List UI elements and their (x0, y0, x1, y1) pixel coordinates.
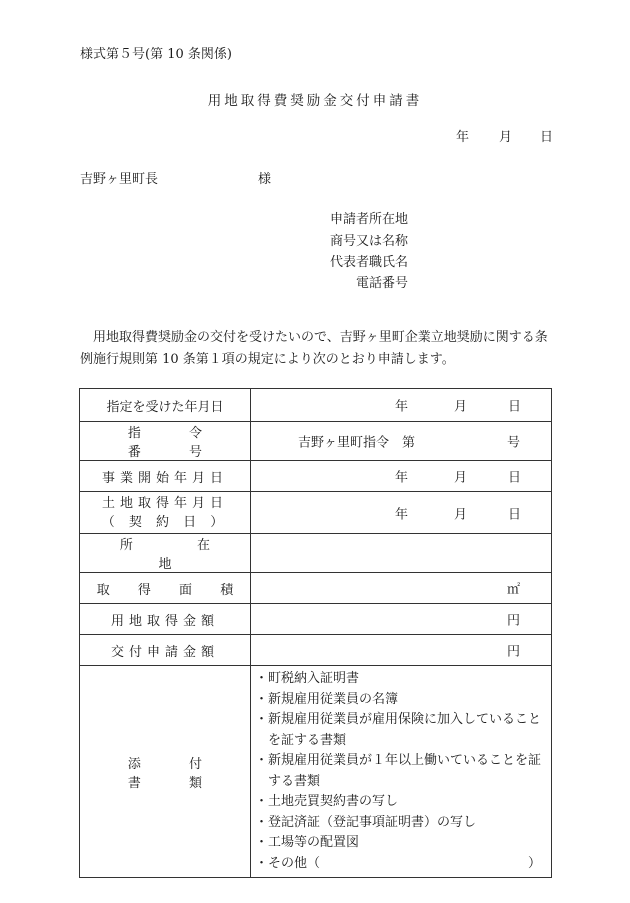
attachments-field (251, 666, 552, 878)
attachment-item: ・新規雇用従業員が１年以上働いていることを証する書類 (255, 753, 542, 789)
attachments-label: 添 付 書 類 (80, 666, 251, 878)
date-year-label: 年 (456, 130, 470, 145)
directive-suffix: 号 (507, 435, 521, 451)
attachment-item: ・新規雇用従業員の名簿 (255, 691, 399, 707)
addressee-honorific: 様 (258, 172, 272, 187)
business-start-year: 年 (395, 470, 409, 486)
area-label: 取 得 面 積 (80, 573, 251, 604)
land-amount-field[interactable] (251, 604, 552, 635)
directive-number-field[interactable] (251, 422, 552, 461)
business-start-month: 月 (454, 470, 468, 486)
land-acquisition-label-sub: （ 契 約 日 ） (101, 514, 229, 530)
attachment-item: ・登記済証（登記事項証明書）の写し (255, 814, 477, 830)
land-amount-unit: 円 (507, 613, 521, 629)
attachment-item: ・新規雇用従業員が雇用保険に加入していることを証する書類 (255, 712, 542, 748)
attachment-item: ・土地売買契約書の写し (255, 794, 399, 809)
attachment-other-label: ・その他（ (255, 855, 321, 871)
land-acquisition-label-main: 土地取得年月日 (101, 495, 228, 511)
row-business-start (80, 461, 552, 492)
designation-year: 年 (395, 399, 409, 415)
row-directive-number (80, 422, 552, 461)
application-table (79, 388, 552, 878)
business-start-field[interactable] (251, 461, 552, 492)
date-month-label: 月 (499, 130, 513, 145)
business-start-label: 事業開始年月日 (80, 461, 251, 492)
area-field[interactable] (251, 573, 552, 604)
row-area (80, 573, 552, 604)
attachment-item: ・工場等の配置図 (255, 835, 360, 850)
grant-amount-field[interactable] (251, 635, 552, 666)
directive-prefix: 吉野ヶ里町指令 第 (298, 435, 416, 451)
area-unit: ㎡ (507, 582, 521, 598)
attachment-item-other[interactable] (255, 854, 547, 875)
land-acquisition-year: 年 (395, 507, 409, 522)
grant-amount-unit: 円 (507, 644, 521, 660)
row-grant-amount (80, 635, 552, 666)
row-attachments (80, 666, 552, 878)
row-location (80, 534, 552, 573)
land-amount-label: 用地取得金額 (80, 604, 251, 635)
row-designation-date (80, 389, 552, 422)
attachments-list (251, 666, 551, 877)
designation-date-label: 指定を受けた年月日 (80, 389, 251, 422)
applicant-address-label: 申請者所在地 (330, 212, 409, 227)
designation-day: 日 (508, 399, 522, 415)
grant-amount-label: 交付申請金額 (80, 635, 251, 666)
applicant-company-label: 商号又は名称 (330, 234, 409, 249)
applicant-representative-label: 代表者職氏名 (330, 255, 409, 270)
addressee-name: 吉野ヶ里町長 (80, 172, 159, 187)
date-day-label: 日 (540, 130, 554, 145)
attachment-item: ・町税納入証明書 (255, 671, 360, 686)
row-land-amount (80, 604, 552, 635)
business-start-day: 日 (508, 470, 522, 486)
designation-month: 月 (454, 399, 468, 415)
designation-date-field[interactable] (251, 389, 552, 422)
applicant-phone-label: 電話番号 (356, 276, 409, 291)
land-acquisition-month: 月 (454, 507, 468, 522)
land-acquisition-day: 日 (508, 507, 522, 522)
location-field[interactable] (251, 534, 552, 573)
location-label: 所 在 地 (80, 534, 251, 573)
form-number: 様式第５号(第 10 条関係) (80, 47, 232, 62)
row-land-acquisition (80, 492, 552, 534)
document-title: 用地取得費奨励金交付申請書 (207, 93, 423, 109)
land-acquisition-label (80, 492, 251, 534)
attachment-other-closing: ） (527, 855, 541, 871)
directive-number-label: 指 令 番 号 (80, 422, 251, 461)
land-acquisition-field[interactable] (251, 492, 552, 534)
application-statement: 用地取得費奨励金の交付を受けたいので、吉野ヶ里町企業立地奨励に関する条例施行規則第 10 条第１項の規定により次のとおり申請します。 (80, 330, 548, 367)
